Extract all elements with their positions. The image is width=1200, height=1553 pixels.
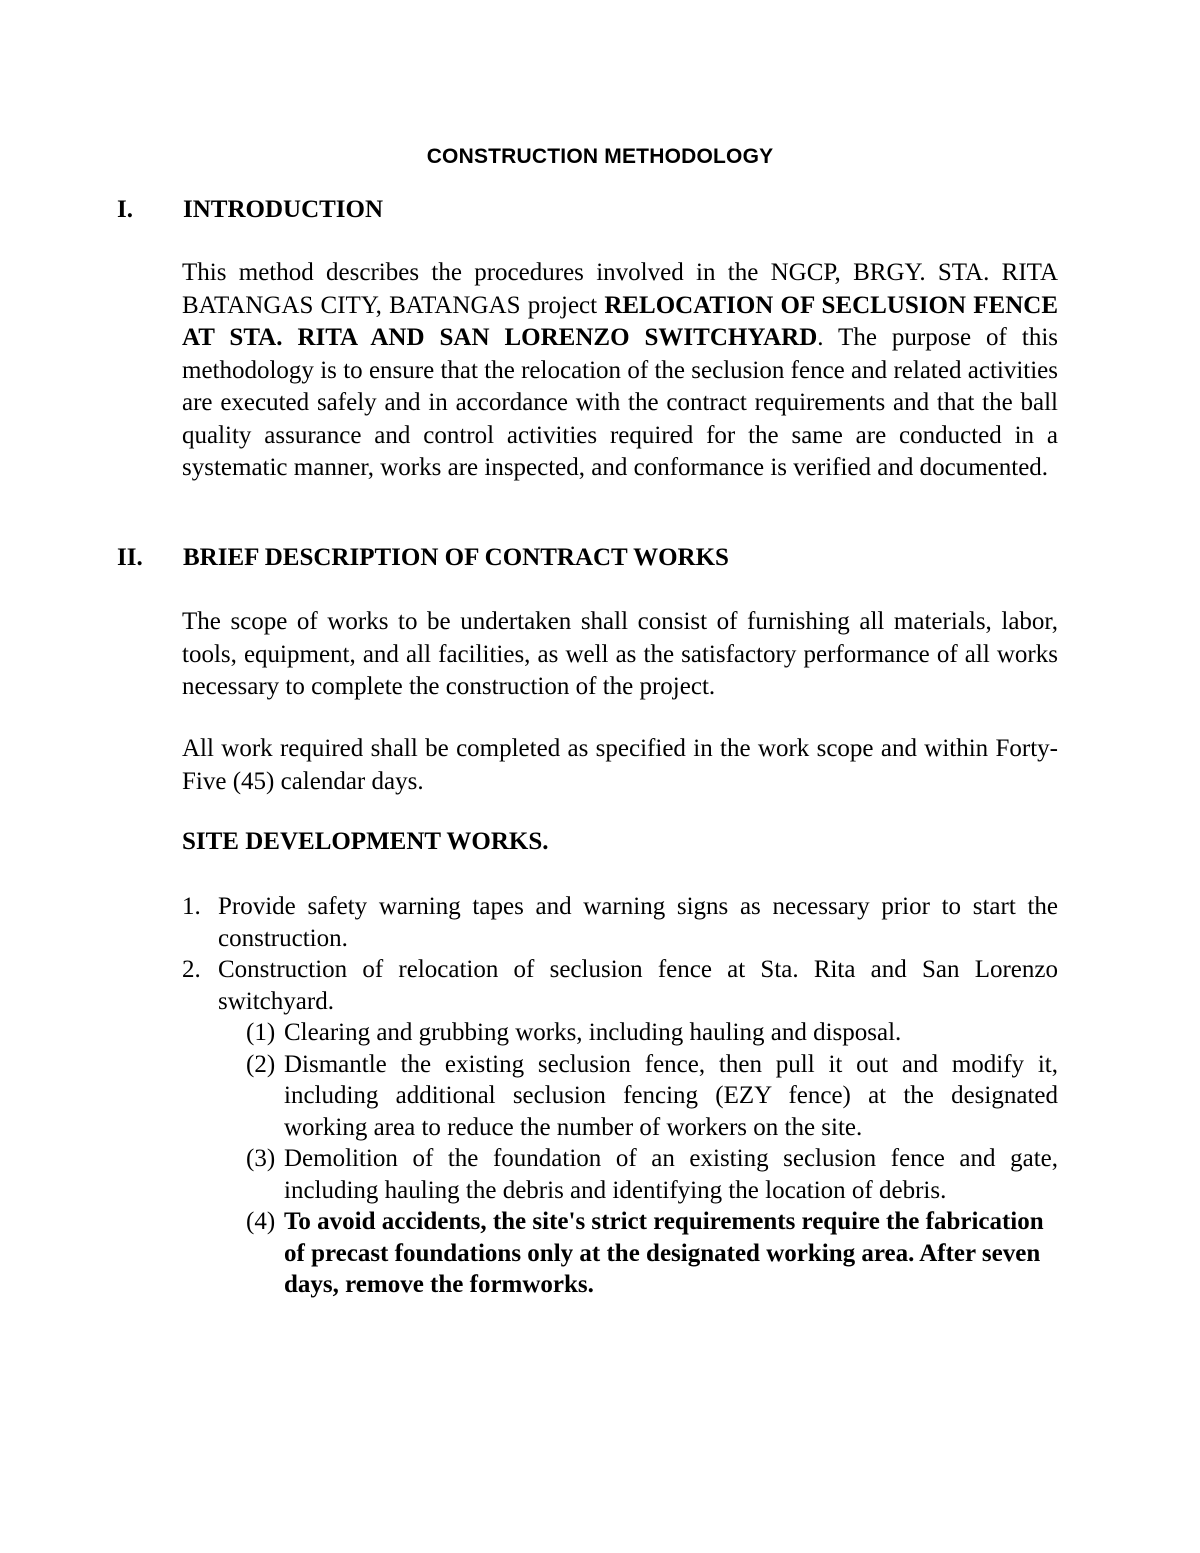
section-heading-contract-works xyxy=(117,544,729,572)
section-title: INTRODUCTION xyxy=(183,196,384,223)
site-development-list xyxy=(182,891,1058,1301)
sub-list xyxy=(246,1017,1058,1301)
list-marker: 2. xyxy=(182,956,201,983)
duration-paragraph: All work required shall be completed as specified in the work scope and within Forty-Five (45) calendar days. xyxy=(182,735,1058,795)
sub-list-item xyxy=(246,1049,1058,1144)
sub-list-item-text: To avoid accidents, the site's strict requirements require the fabrication of precast foundations only at the designated working area. After seven days, remove the formworks. xyxy=(284,1208,1044,1298)
section-title: BRIEF DESCRIPTION OF CONTRACT WORKS xyxy=(183,544,729,571)
intro-text-lead: This method describes the procedures involved in the NGCP, BRGY. STA. RITA BATANGAS CITY, BATANGAS project xyxy=(182,259,1058,319)
sub-list-item xyxy=(246,1206,1058,1301)
section-number: I. xyxy=(117,196,133,223)
list-marker: 1. xyxy=(182,893,201,920)
introduction-paragraph xyxy=(182,257,1058,485)
project-name: RELOCATION OF SECLUSION FENCE AT STA. RITA AND SAN LORENZO SWITCHYARD xyxy=(182,291,1058,351)
list-item-text: Provide safety warning tapes and warning signs as necessary prior to start the construction. xyxy=(218,893,1058,952)
sub-list-item-text: Dismantle the existing seclusion fence, then pull it out and modify it, including additional seclusion fencing (EZY fence) at the designated working area to reduce the number of workers on the site. xyxy=(284,1050,1058,1141)
sub-list-marker: (4) xyxy=(246,1208,276,1235)
document-title: CONSTRUCTION METHODOLOGY xyxy=(426,145,774,168)
sub-list-item xyxy=(246,1017,1058,1049)
sub-list-item xyxy=(246,1143,1058,1206)
sub-list-marker: (3) xyxy=(246,1145,276,1172)
section-heading-introduction xyxy=(117,196,383,224)
intro-text-tail: . The purpose of this methodology is to ensure that the relocation of the seclusion fence and related activities are executed safely and in accordance with the contract requirements and that the ball quality assurance and control activities required for the same are conducted in a systematic manner, works are inspected, and conformance is verified and documented. xyxy=(182,324,1058,481)
list-item xyxy=(182,891,1058,954)
section-number: II. xyxy=(117,544,143,571)
list-item-text: Construction of relocation of seclusion fence at Sta. Rita and San Lorenzo switchyard. xyxy=(218,956,1058,1015)
sub-list-item-text: Clearing and grubbing works, including hauling and disposal. xyxy=(284,1019,902,1046)
list-item xyxy=(182,954,1058,1301)
site-development-heading: SITE DEVELOPMENT WORKS. xyxy=(182,828,549,855)
sub-list-item-text: Demolition of the foundation of an existing seclusion fence and gate, including hauling the debris and identifying the location of debris. xyxy=(284,1145,1058,1204)
sub-list-marker: (1) xyxy=(246,1019,276,1046)
sub-list-marker: (2) xyxy=(246,1050,276,1078)
scope-paragraph: The scope of works to be undertaken shall consist of furnishing all materials, labor, tools, equipment, and all facilities, as well as the satisfactory performance of all works necessary to complete the construction of the project. xyxy=(182,608,1058,700)
